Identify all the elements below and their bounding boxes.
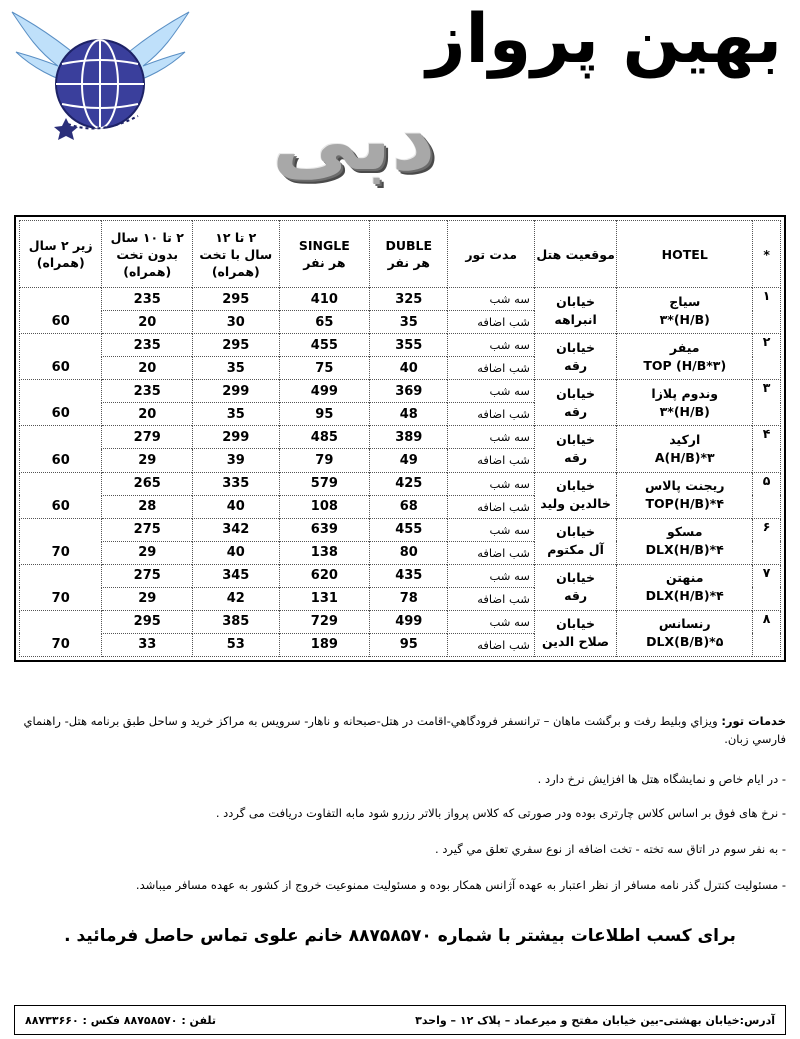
price-child-nobed: 20 xyxy=(102,403,193,426)
price-double: 325 xyxy=(370,288,448,311)
price-infant: 70 xyxy=(20,564,102,610)
price-single: 138 xyxy=(279,541,370,564)
price-double: 35 xyxy=(370,311,448,334)
column-header: مدت تور xyxy=(448,221,535,288)
hotel-location: خیابان رقه xyxy=(534,334,616,380)
price-double: 389 xyxy=(370,426,448,449)
price-double: 355 xyxy=(370,334,448,357)
row-number: ۷ xyxy=(753,564,781,610)
stay-label: سه شب xyxy=(448,518,535,541)
price-child-nobed: 275 xyxy=(102,518,193,541)
price-child-bed: 35 xyxy=(193,403,280,426)
column-header: HOTEL xyxy=(617,221,753,288)
row-number: ۶ xyxy=(753,518,781,564)
price-child-bed: 345 xyxy=(193,564,280,587)
footer-address: آدرس:خیابان بهشتی-بین خیابان مفتح و میرعماد – پلاک ۱۲ – واحد۳ xyxy=(415,1013,775,1027)
hotel-name: ارکید A(H/B)*۳ xyxy=(617,426,753,472)
price-double: 455 xyxy=(370,518,448,541)
stay-label: شب اضافه xyxy=(448,495,535,518)
price-double: 40 xyxy=(370,357,448,380)
note-3: - به نفر سوم در اتاق سه تخته - تخت اضافه از نوع سفري تعلق مي گيرد . xyxy=(435,842,786,856)
price-single: 95 xyxy=(279,403,370,426)
hotel-location: خیابان رقه xyxy=(534,564,616,610)
price-single: 108 xyxy=(279,495,370,518)
hotel-location: خیابان خالدین ولید xyxy=(534,472,616,518)
column-header: DUBLE هر نفر xyxy=(370,221,448,288)
price-child-bed: 39 xyxy=(193,449,280,472)
hotel-name: وندوم پلازا (H/B)*۳ xyxy=(617,380,753,426)
price-child-nobed: 28 xyxy=(102,495,193,518)
price-child-bed: 295 xyxy=(193,334,280,357)
price-infant: 60 xyxy=(20,426,102,472)
destination-title: دبی xyxy=(272,90,436,190)
price-child-nobed: 29 xyxy=(102,449,193,472)
price-double: 425 xyxy=(370,472,448,495)
price-child-bed: 35 xyxy=(193,357,280,380)
price-child-nobed: 275 xyxy=(102,564,193,587)
note-2: - نرخ های فوق بر اساس کلاس چارتری بوده ودر صورتی که کلاس پرواز بالاتر رزرو شود مابه التفاوت دریافت می گردد . xyxy=(215,806,786,820)
price-table-frame xyxy=(14,215,786,662)
services-text: ويزاي وبليط رفت و برگشت ماهان – ترانسفر فرودگاهي-اقامت در هتل-صبحانه و ناهار- سرویس به مراکز خرید و ساحل طبق برنامه هتل- راهنماي فارسي زبان. xyxy=(23,714,786,746)
brand-title: بهین پرواز xyxy=(426,0,782,79)
price-child-nobed: 29 xyxy=(102,587,193,610)
table-row xyxy=(20,380,781,403)
price-child-bed: 299 xyxy=(193,380,280,403)
hotel-name: رنسانس DLX(B/B)*۵ xyxy=(617,610,753,656)
price-single: 499 xyxy=(279,380,370,403)
note-4: - مسئولیت کنترل گذر نامه مسافر از نظر اعتبار به عهده آژانس همکار بوده و مسئولیت ممنوعیت خروج از کشور به عهده مسافر میباشد. xyxy=(135,878,786,892)
hotel-location: خیابان رقه xyxy=(534,426,616,472)
price-double: 435 xyxy=(370,564,448,587)
stay-label: سه شب xyxy=(448,426,535,449)
hotel-name: سیاج (H/B)*۳ xyxy=(617,288,753,334)
price-infant: 70 xyxy=(20,518,102,564)
company-logo xyxy=(8,6,193,151)
table-row xyxy=(20,610,781,633)
contact-line: برای کسب اطلاعات بیشتر با شماره ۸۸۷۵۸۵۷۰ خانم علوی تماس حاصل فرمائید . xyxy=(64,926,736,946)
price-infant: 60 xyxy=(20,472,102,518)
hotel-location: خیابان صلاح الدین xyxy=(534,610,616,656)
price-child-nobed: 33 xyxy=(102,633,193,656)
price-child-bed: 335 xyxy=(193,472,280,495)
price-single: 131 xyxy=(279,587,370,610)
price-single: 620 xyxy=(279,564,370,587)
footer-bar xyxy=(14,1005,786,1035)
price-child-bed: 385 xyxy=(193,610,280,633)
row-number: ۴ xyxy=(753,426,781,472)
stay-label: سه شب xyxy=(448,380,535,403)
price-child-nobed: 279 xyxy=(102,426,193,449)
price-child-nobed: 20 xyxy=(102,311,193,334)
price-double: 48 xyxy=(370,403,448,426)
price-child-bed: 42 xyxy=(193,587,280,610)
stay-label: سه شب xyxy=(448,564,535,587)
price-child-nobed: 295 xyxy=(102,610,193,633)
table-row xyxy=(20,334,781,357)
price-single: 485 xyxy=(279,426,370,449)
price-double: 369 xyxy=(370,380,448,403)
price-infant: 60 xyxy=(20,288,102,334)
note-1: - در ایام خاص و نمایشگاه هتل ها افزایش نرخ دارد . xyxy=(537,772,786,786)
price-table xyxy=(19,220,781,657)
column-header: زیر ۲ سال (همراه) xyxy=(20,221,102,288)
table-row xyxy=(20,426,781,449)
row-number: ۸ xyxy=(753,610,781,656)
hotel-location: خیابان انبراهه xyxy=(534,288,616,334)
stay-label: شب اضافه xyxy=(448,311,535,334)
price-child-bed: 40 xyxy=(193,541,280,564)
table-row xyxy=(20,518,781,541)
price-child-bed: 342 xyxy=(193,518,280,541)
price-single: 729 xyxy=(279,610,370,633)
price-infant: 60 xyxy=(20,380,102,426)
price-child-bed: 299 xyxy=(193,426,280,449)
stay-label: شب اضافه xyxy=(448,403,535,426)
stay-label: شب اضافه xyxy=(448,541,535,564)
services-title: خدمات تور: xyxy=(721,714,786,728)
price-child-bed: 40 xyxy=(193,495,280,518)
tour-services xyxy=(14,712,786,748)
stay-label: شب اضافه xyxy=(448,633,535,656)
column-header: موقعیت هتل xyxy=(534,221,616,288)
row-number: ۱ xyxy=(753,288,781,334)
row-number: ۲ xyxy=(753,334,781,380)
price-double: 499 xyxy=(370,610,448,633)
stay-label: سه شب xyxy=(448,288,535,311)
stay-label: شب اضافه xyxy=(448,587,535,610)
column-header: ۲ تا ۱۲ سال با تخت (همراه) xyxy=(193,221,280,288)
price-single: 455 xyxy=(279,334,370,357)
stay-label: سه شب xyxy=(448,472,535,495)
table-header-row xyxy=(20,221,781,288)
price-infant: 70 xyxy=(20,610,102,656)
price-double: 68 xyxy=(370,495,448,518)
price-double: 95 xyxy=(370,633,448,656)
hotel-location: خیابان آل مکتوم xyxy=(534,518,616,564)
price-single: 75 xyxy=(279,357,370,380)
hotel-name: منهتن DLX(H/B)*۴ xyxy=(617,564,753,610)
price-child-nobed: 29 xyxy=(102,541,193,564)
price-single: 79 xyxy=(279,449,370,472)
price-child-bed: 295 xyxy=(193,288,280,311)
price-double: 49 xyxy=(370,449,448,472)
hotel-name: میفر (TOP (H/B*۳ xyxy=(617,334,753,380)
hotel-name: مسکو DLX(H/B)*۴ xyxy=(617,518,753,564)
price-single: 189 xyxy=(279,633,370,656)
table-row xyxy=(20,288,781,311)
price-infant: 60 xyxy=(20,334,102,380)
stay-label: شب اضافه xyxy=(448,357,535,380)
price-single: 639 xyxy=(279,518,370,541)
price-single: 410 xyxy=(279,288,370,311)
table-row xyxy=(20,472,781,495)
row-number: ۳ xyxy=(753,380,781,426)
column-header: ۲ تا ۱۰ سال بدون تخت (همراه) xyxy=(102,221,193,288)
price-child-nobed: 235 xyxy=(102,288,193,311)
hotel-location: خیابان رقه xyxy=(534,380,616,426)
stay-label: شب اضافه xyxy=(448,449,535,472)
price-double: 78 xyxy=(370,587,448,610)
price-child-bed: 53 xyxy=(193,633,280,656)
price-child-nobed: 265 xyxy=(102,472,193,495)
price-double: 80 xyxy=(370,541,448,564)
column-header: SINGLE هر نفر xyxy=(279,221,370,288)
price-child-nobed: 20 xyxy=(102,357,193,380)
column-header: * xyxy=(753,221,781,288)
stay-label: سه شب xyxy=(448,610,535,633)
table-row xyxy=(20,564,781,587)
row-number: ۵ xyxy=(753,472,781,518)
price-child-nobed: 235 xyxy=(102,380,193,403)
price-single: 579 xyxy=(279,472,370,495)
hotel-name: ریجنت پالاس TOP(H/B)*۴ xyxy=(617,472,753,518)
price-child-nobed: 235 xyxy=(102,334,193,357)
price-single: 65 xyxy=(279,311,370,334)
footer-phones: تلفن : ۸۸۷۵۸۵۷۰ فکس : ۸۸۷۳۳۶۶۰ xyxy=(25,1013,216,1027)
stay-label: سه شب xyxy=(448,334,535,357)
price-child-bed: 30 xyxy=(193,311,280,334)
